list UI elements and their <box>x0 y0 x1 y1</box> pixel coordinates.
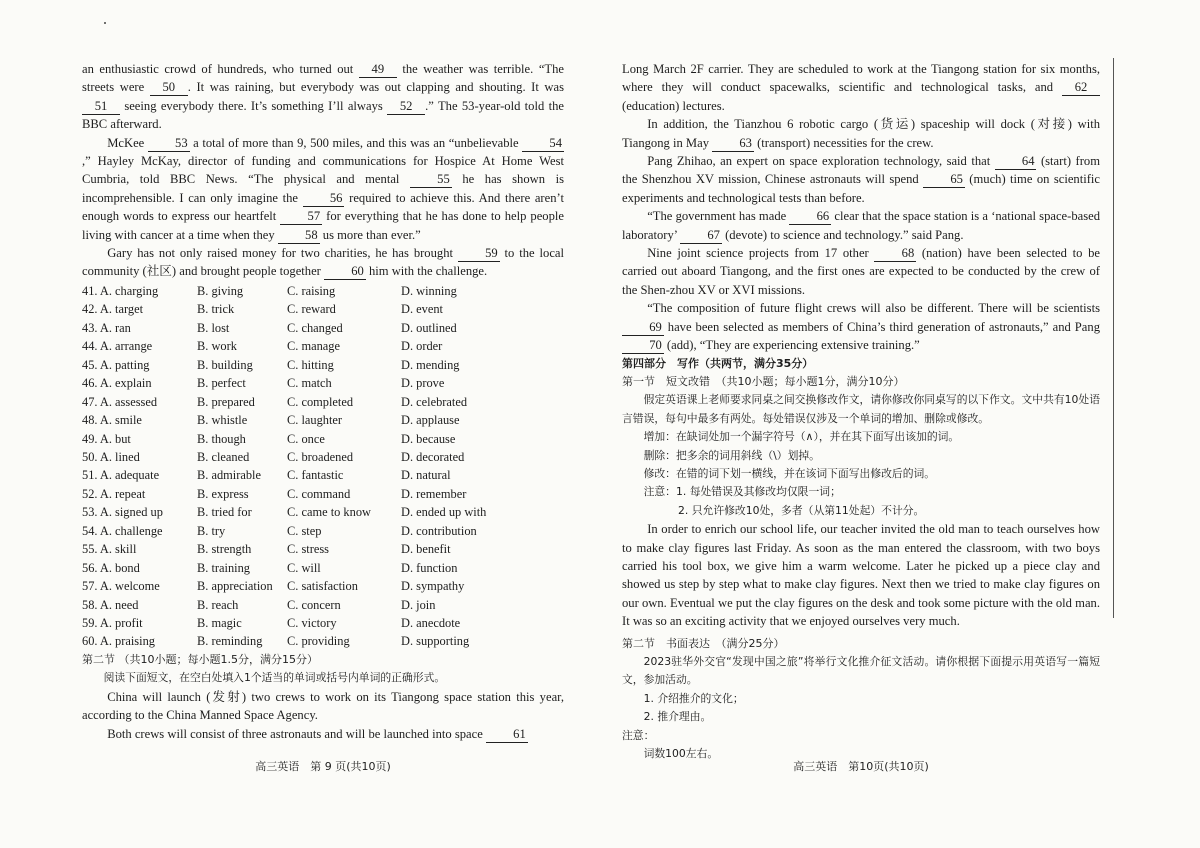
option-d: D. mending <box>401 357 460 372</box>
option-a: 59. A. profit <box>82 616 143 631</box>
rule-add: 增加：在缺词处加一个漏字符号（∧），并在其下面写出该加的词。 <box>643 430 960 444</box>
option-b: B. training <box>197 560 250 575</box>
text-segment: required to achieve this. And there aren’t enough words to express our heartfelt <box>82 190 564 224</box>
option-c: C. broadened <box>287 449 354 464</box>
text-segment: .” The 53-year-old told the BBC afterward. <box>82 98 564 132</box>
page-footer: 高三英语 第10页(共10页) <box>793 760 929 773</box>
rule-modify: 修改：在错的词下划一横线，并在该词下面写出修改后的词。 <box>643 466 936 480</box>
text-segment: ,” Hayley McKay, director of funding and communications for Hospice At Home West Cumbria, told BBC News. “The physical and mental <box>82 154 564 187</box>
blank-58: 58 <box>278 228 320 244</box>
prompt-item-2: 2. 推介理由。 <box>643 710 712 724</box>
option-b: B. cleaned <box>197 449 250 464</box>
text-segment: . It was raining, but everybody was out clapping and shouting. It was <box>187 80 564 95</box>
passage-paragraph <box>82 60 564 134</box>
blank-63: 63 <box>712 136 754 152</box>
option-a: 44. A. arrange <box>82 339 153 354</box>
option-b: B. building <box>197 357 253 372</box>
text-segment: to the local community (社区) and brought people together <box>82 246 564 279</box>
option-row <box>82 430 564 448</box>
options-list <box>82 282 564 651</box>
text-segment: for everything that he has done to help people living with cancer at a time when they <box>82 209 564 242</box>
option-row <box>82 356 564 374</box>
option-b: B. magic <box>197 616 242 631</box>
text-segment: an enthusiastic crowd of hundreds, who turned out <box>82 62 359 76</box>
option-a: 45. A. patting <box>82 357 150 372</box>
option-d: D. sympathy <box>401 579 465 594</box>
option-b: B. though <box>197 431 246 446</box>
passage-paragraph <box>622 244 1100 299</box>
option-b: B. giving <box>197 283 244 298</box>
option-d: D. ended up with <box>401 505 487 520</box>
option-a: 49. A. but <box>82 431 131 446</box>
option-d: D. winning <box>401 283 457 298</box>
option-d: D. join <box>401 597 436 612</box>
page-10 <box>622 0 1100 848</box>
text-segment: a total of more than 9, 500 miles, and this was an “unbelievable <box>189 135 523 150</box>
option-d: D. remember <box>401 486 467 501</box>
option-c: C. laughter <box>287 413 343 428</box>
passage-paragraph <box>82 244 564 281</box>
passage-paragraph <box>82 134 564 244</box>
text-segment: (start) from the Shenzhou XV mission, Chinese astronauts will spend <box>622 154 1100 187</box>
text-segment: Pang Zhihao, an expert on space exploration technology, said that <box>647 154 995 169</box>
option-a: 53. A. signed up <box>82 505 163 520</box>
option-row <box>82 374 564 392</box>
blank-69: 69 <box>622 320 664 336</box>
section-heading: 第二节 书面表达 （满分25分） <box>622 636 785 650</box>
option-row <box>82 522 564 540</box>
scan-speck <box>104 22 106 24</box>
option-c: C. manage <box>287 339 340 354</box>
passage-paragraph <box>622 207 1100 244</box>
option-row <box>82 282 564 300</box>
blank-67: 67 <box>680 228 722 244</box>
option-c: C. will <box>287 560 321 575</box>
blank-59: 59 <box>458 246 500 262</box>
option-c: C. changed <box>287 320 343 335</box>
option-row <box>82 540 564 558</box>
option-a: 43. A. ran <box>82 320 131 335</box>
text-segment: the weather was terrible. “The streets were <box>82 62 564 95</box>
option-c: C. command <box>287 486 351 501</box>
option-a: 57. A. welcome <box>82 579 160 594</box>
option-a: 55. A. skill <box>82 542 137 557</box>
note-label: 注意： <box>622 728 655 742</box>
option-row <box>82 448 564 466</box>
essay-text: In order to enrich our school life, our teacher invited the old man to teach ourselves how to make clay figures last Friday. As soon as the man entered the classroom, with two boys carried his tool box, we give him a warm welcome. Later he picked up a piece clay and showed us step by step what to make clay figures. Next then we tried to make clay figures on our own. Eventual we put the clay figures on the desk and took some picture with the old man. It was so an exciting activity that we enjoyed ourselves very much. <box>622 522 1100 629</box>
blank-51: 51 <box>82 99 120 115</box>
option-row <box>82 485 564 503</box>
option-row <box>82 411 564 429</box>
section-instruction: 阅读下面短文，在空白处填入1个适当的单词或括号内单词的正确形式。 <box>103 671 446 685</box>
right-column <box>622 60 1100 763</box>
option-b: B. work <box>197 339 237 354</box>
prompt-item-1: 1. 介绍推介的文化； <box>643 691 744 705</box>
option-d: D. outlined <box>401 320 457 335</box>
option-row <box>82 393 564 411</box>
option-a: 47. A. assessed <box>82 394 158 409</box>
option-row <box>82 319 564 337</box>
blank-64: 64 <box>995 154 1037 170</box>
option-b: B. tried for <box>197 505 252 520</box>
option-row <box>82 614 564 632</box>
passage-paragraph <box>622 299 1100 354</box>
option-b: B. trick <box>197 302 235 317</box>
option-c: C. fantastic <box>287 468 344 483</box>
option-c: C. match <box>287 376 332 391</box>
text-segment: have been selected as members of China’s third generation of astronauts,” and Pang <box>663 319 1100 334</box>
text-segment: Nine joint science projects from 17 other <box>647 246 875 261</box>
text-segment: (education) lectures. <box>622 98 725 113</box>
note-1: 注意：1. 每处错误及其修改均仅限一词； <box>643 485 841 499</box>
text-segment: (transport) necessities for the crew. <box>753 135 934 150</box>
text-segment: Gary has not only raised money for two charities, he has brought <box>107 246 458 261</box>
text-segment: Long March 2F carrier. They are scheduled to work at the Tiangong station for six months, where they will conduct spacewalks, scientific and technological tasks, and <box>622 62 1100 95</box>
option-b: B. strength <box>197 542 252 557</box>
option-d: D. natural <box>401 468 451 483</box>
passage-paragraph: China will launch (发射) two crews to work on its Tiangong space station this year, according to the China Manned Space Agency. <box>82 689 564 723</box>
blank-70: 70 <box>622 338 664 354</box>
option-c: C. victory <box>287 616 337 631</box>
option-d: D. event <box>401 302 443 317</box>
left-column <box>82 60 564 743</box>
blank-49: 49 <box>359 62 397 78</box>
option-a: 54. A. challenge <box>82 523 163 538</box>
option-d: D. function <box>401 560 458 575</box>
option-a: 52. A. repeat <box>82 486 146 501</box>
page-footer: 高三英语 第 9 页(共10页) <box>255 760 391 773</box>
option-a: 50. A. lined <box>82 449 140 464</box>
option-b: B. express <box>197 486 249 501</box>
text-segment: he has shown is incomprehensible. I can only imagine the <box>82 172 564 205</box>
option-d: D. because <box>401 431 456 446</box>
option-c: C. completed <box>287 394 354 409</box>
option-d: D. supporting <box>401 634 470 649</box>
option-b: B. admirable <box>197 468 261 483</box>
text-segment: Both crews will consist of three astronauts and will be launched into space <box>107 726 486 741</box>
blank-68: 68 <box>874 246 916 262</box>
section-heading: 第二节 （共10小题；每小题1.5分，满分15分） <box>82 652 318 666</box>
rule-delete: 删除：把多余的词用斜线（\）划掉。 <box>643 448 820 462</box>
option-row <box>82 337 564 355</box>
text-segment: him with the challenge. <box>365 264 488 279</box>
option-a: 41. A. charging <box>82 283 159 298</box>
option-b: B. reach <box>197 597 239 612</box>
text-segment: us more than ever.” <box>319 227 421 242</box>
option-a: 58. A. need <box>82 597 139 612</box>
option-a: 48. A. smile <box>82 413 142 428</box>
text-segment: seeing everybody there. It’s something I’ll always <box>120 98 388 113</box>
option-b: B. whistle <box>197 413 248 428</box>
option-c: C. reward <box>287 302 336 317</box>
option-a: 56. A. bond <box>82 560 140 575</box>
text-segment: (nation) have been selected to be carried out aboard Tiangong, and the first ones are expected to be conducted by the crew of the Shen-zhou XV or XVI missions. <box>622 246 1101 297</box>
option-b: B. prepared <box>197 394 255 409</box>
text-segment: “The government has made <box>647 209 790 224</box>
blank-66: 66 <box>789 209 831 225</box>
option-c: C. step <box>287 523 322 538</box>
section-instruction: 假定英语课上老师要求同桌之间交换修改作文，请你修改你同桌写的以下作文。文中共有10处语言错误，每句中最多有两处。每处错误仅涉及一个单词的增加、删除或修改。 <box>622 393 1101 425</box>
passage-paragraph <box>622 60 1100 115</box>
option-row <box>82 577 564 595</box>
option-d: D. contribution <box>401 523 477 538</box>
blank-53: 53 <box>148 136 190 152</box>
blank-60: 60 <box>324 264 366 280</box>
option-row <box>82 503 564 521</box>
option-d: D. applause <box>401 413 460 428</box>
page-9 <box>82 0 564 848</box>
option-row <box>82 466 564 484</box>
option-c: C. stress <box>287 542 329 557</box>
option-b: B. appreciation <box>197 579 273 594</box>
blank-65: 65 <box>923 172 965 188</box>
passage-paragraph <box>622 115 1100 152</box>
word-count-note: 词数100左右。 <box>643 747 719 761</box>
text-segment: In addition, the Tianzhou 6 robotic cargo (货运) spaceship will dock (对接) with Tiangong in May <box>622 117 1100 150</box>
note-2: 2. 只允许修改10处，多者（从第11处起）不计分。 <box>678 503 925 517</box>
section-instruction: 2023驻华外交官“发现中国之旅”将举行文化推介征文活动。请你根据下面提示用英语写一篇短文，参加活动。 <box>622 655 1100 687</box>
text-segment: (add), “They are experiencing extensive training.” <box>663 338 920 353</box>
option-a: 46. A. explain <box>82 376 152 391</box>
option-b: B. try <box>197 523 226 538</box>
passage-paragraph <box>82 725 564 743</box>
option-d: D. benefit <box>401 542 451 557</box>
passage-paragraph <box>622 152 1100 207</box>
option-d: D. decorated <box>401 449 465 464</box>
option-c: C. once <box>287 431 325 446</box>
blank-61: 61 <box>486 727 528 743</box>
option-b: B. lost <box>197 320 230 335</box>
option-c: C. providing <box>287 634 350 649</box>
blank-50: 50 <box>150 80 188 96</box>
margin-line <box>1113 58 1114 618</box>
blank-57: 57 <box>280 209 322 225</box>
option-c: C. hitting <box>287 357 334 372</box>
option-a: 60. A. praising <box>82 634 155 649</box>
text-segment: clear that the space station is a ‘national space-based laboratory’ <box>622 209 1101 242</box>
option-row <box>82 596 564 614</box>
part-heading: 第四部分 写作（共两节，满分35分） <box>622 356 814 370</box>
option-c: C. came to know <box>287 505 371 520</box>
option-row <box>82 559 564 577</box>
option-b: B. reminding <box>197 634 263 649</box>
blank-54: 54 <box>522 136 564 152</box>
text-segment: McKee <box>107 135 148 150</box>
text-segment: (much) time on scientific experiments and technological tests than before. <box>622 172 1100 205</box>
section-heading: 第一节 短文改错 （共10小题；每小题1分，满分10分） <box>622 374 905 388</box>
option-row <box>82 300 564 318</box>
option-d: D. anecdote <box>401 616 461 631</box>
option-c: C. concern <box>287 597 341 612</box>
text-segment: (devote) to science and technology.” said Pang. <box>721 227 964 242</box>
text-segment: “The composition of future flight crews will also be different. There will be scientists <box>647 301 1100 316</box>
option-d: D. order <box>401 339 443 354</box>
option-b: B. perfect <box>197 376 246 391</box>
option-row <box>82 632 564 650</box>
blank-52: 52 <box>387 99 425 115</box>
blank-62: 62 <box>1062 80 1100 96</box>
option-c: C. satisfaction <box>287 579 358 594</box>
option-c: C. raising <box>287 283 336 298</box>
option-a: 42. A. target <box>82 302 144 317</box>
blank-55: 55 <box>410 172 452 188</box>
blank-56: 56 <box>303 191 345 207</box>
option-d: D. prove <box>401 376 445 391</box>
option-a: 51. A. adequate <box>82 468 160 483</box>
option-d: D. celebrated <box>401 394 468 409</box>
